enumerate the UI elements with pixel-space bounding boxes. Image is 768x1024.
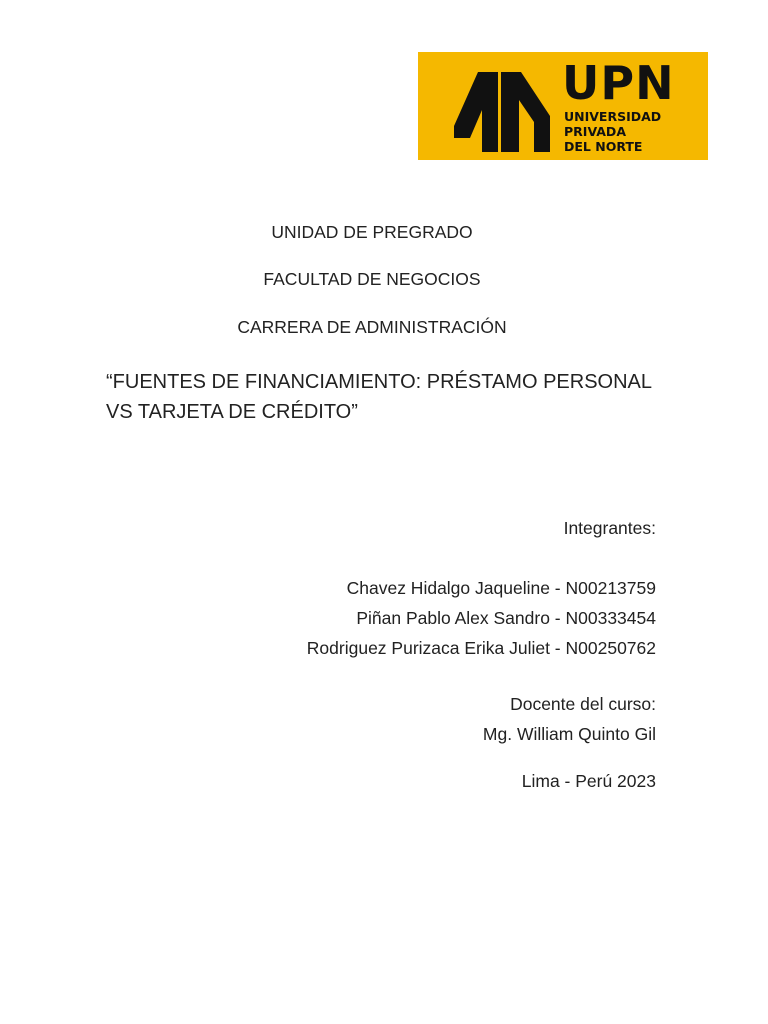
- title-line-1: “FUENTES DE FINANCIAMIENTO: PRÉSTAMO PERSONAL: [106, 371, 652, 393]
- logo-subtitle-line: PRIVADA: [564, 124, 626, 139]
- members-label: Integrantes:: [563, 518, 656, 538]
- unit-heading: UNIDAD DE PREGRADO: [271, 222, 473, 242]
- member-item: Rodriguez Purizaca Erika Juliet - N00250762: [306, 638, 656, 658]
- title-line-2: VS TARJETA DE CRÉDITO”: [106, 401, 358, 423]
- logo-subtitle: [564, 109, 661, 154]
- logo-brand-text: UPN: [562, 56, 675, 110]
- member-item: Piñan Pablo Alex Sandro - N00333454: [356, 608, 656, 628]
- logo-subtitle-line: UNIVERSIDAD: [564, 109, 662, 124]
- teacher-label: Docente del curso:: [510, 694, 656, 714]
- upn-arrow-emblem-icon: [418, 52, 568, 160]
- faculty-heading: FACULTAD DE NEGOCIOS: [263, 269, 481, 289]
- members-list: [307, 573, 656, 663]
- member-item: Chavez Hidalgo Jaqueline - N00213759: [346, 578, 656, 598]
- logo-subtitle-line: DEL NORTE: [564, 139, 643, 154]
- teacher-name: Mg. William Quinto Gil: [482, 724, 656, 744]
- career-heading: CARRERA DE ADMINISTRACIÓN: [237, 317, 507, 337]
- document-title: [106, 367, 666, 427]
- place-year: Lima - Perú 2023: [521, 771, 656, 791]
